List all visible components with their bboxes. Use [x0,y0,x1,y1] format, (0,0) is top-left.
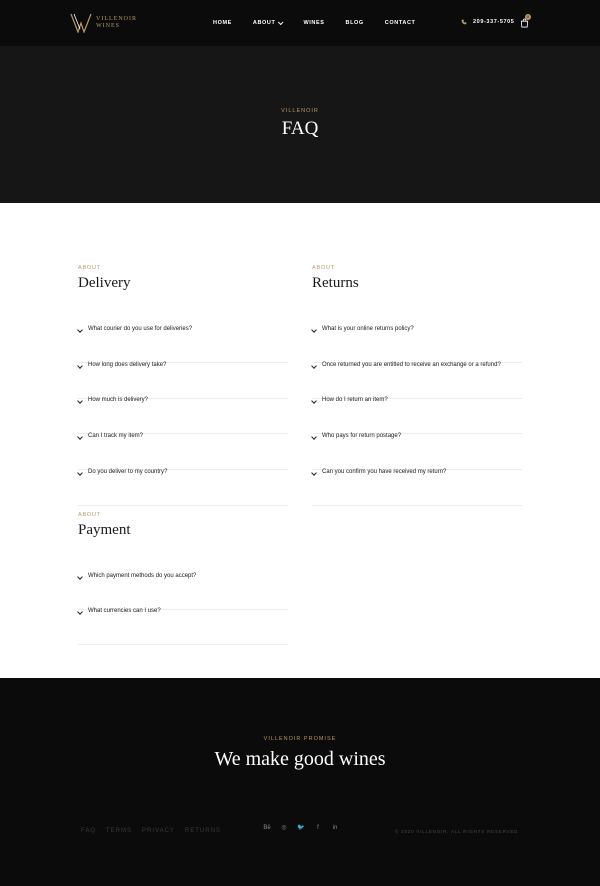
faq-question: What courier do you use for deliveries? [88,326,193,332]
faq-question: What currencies can I use? [88,608,161,614]
nav-about-label: ABOUT [252,20,276,26]
faq-question: Do you deliver to my country? [88,469,168,475]
faq-question: Who pays for return postage? [322,433,402,439]
logo-line1: VILLENOIR [96,16,137,22]
chevron-down-icon [77,434,83,440]
nav-blog[interactable] [346,20,364,26]
logo[interactable] [70,13,140,33]
site-header [0,0,600,46]
chevron-down-icon [77,609,83,615]
page-title: FAQ [281,118,319,139]
delivery-section-label: ABOUT [78,265,101,271]
chevron-down-icon [311,398,317,404]
footer-link-privacy[interactable]: PRIVACY [142,828,175,834]
chevron-down-icon [77,470,83,476]
facebook-icon[interactable]: f [317,825,319,831]
logo-text [96,16,137,30]
faq-item[interactable] [312,362,522,399]
hero-subtitle: VILLENOIR [281,108,319,114]
nav-home-label: HOME [213,20,232,26]
faq-question: How do I return an item? [322,397,388,403]
chevron-down-icon [77,398,83,404]
nav-home[interactable] [213,20,232,26]
returns-section-label: ABOUT [312,265,335,271]
faq-item[interactable] [78,433,288,470]
chevron-down-icon [77,363,83,369]
nav-about[interactable] [253,20,283,26]
faq-question: What is your online returns policy? [322,326,414,332]
social-links [263,824,348,832]
nav-wines[interactable] [303,20,324,26]
chevron-down-icon [77,327,83,333]
faq-question: How much is delivery? [88,397,149,403]
phone-number: 209-337-5705 [473,19,515,25]
faq-item[interactable] [78,469,288,506]
payment-section-label: ABOUT [78,512,101,518]
instagram-icon[interactable]: ◎ [281,825,287,831]
copyright-text: © 2020 VILLENOIR, ALL RIGHTS RESERVED [395,829,519,834]
logo-line2: WINES [96,23,120,29]
chevron-down-icon [311,470,317,476]
faq-item[interactable] [78,608,288,645]
faq-question: Can you confirm you have received my return? [322,469,447,475]
faq-question: Which payment methods do you accept? [88,573,197,579]
chevron-down-icon [77,574,83,580]
faq-item[interactable] [312,433,522,470]
chevron-down-icon [311,327,317,333]
phone-link[interactable] [461,19,514,25]
site-footer [0,678,600,886]
promise-label: VILLENOIR PROMISE [263,736,337,742]
faq-item[interactable] [78,573,288,610]
phone-icon [461,19,467,25]
faq-item[interactable] [78,397,288,434]
chevron-down-icon [278,19,284,25]
footer-links [81,828,231,834]
nav-wines-label: WINES [303,20,325,26]
footer-link-terms[interactable]: TERMS [106,828,133,834]
footer-link-faq[interactable]: FAQ [81,828,97,834]
faq-item[interactable] [78,362,288,399]
main-nav [213,0,436,46]
chevron-down-icon [311,363,317,369]
chevron-down-icon [311,434,317,440]
faq-item[interactable] [312,397,522,434]
logo-mark-icon [70,13,92,33]
faq-question: How long does delivery take? [88,362,167,368]
faq-question: Can I track my item? [88,433,144,439]
footer-link-returns[interactable]: RETURNS [184,828,221,834]
nav-blog-label: BLOG [345,20,364,26]
behance-icon[interactable]: Bē [263,825,271,831]
twitter-icon[interactable]: 🐦 [297,825,305,831]
faq-item[interactable] [312,469,522,506]
faq-item[interactable] [78,326,288,363]
faq-item[interactable] [312,326,522,363]
nav-contact-label: CONTACT [384,20,416,26]
delivery-section-title: Delivery [78,275,131,291]
payment-section-title: Payment [78,522,131,538]
linkedin-icon[interactable]: in [332,825,338,831]
faq-question: Once returned you are entitled to receive an exchange or a refund? [322,362,501,368]
nav-contact[interactable] [385,20,416,26]
cart-count-badge: 0 [526,14,530,19]
returns-section-title: Returns [312,275,359,291]
promise-title: We make good wines [214,748,386,770]
